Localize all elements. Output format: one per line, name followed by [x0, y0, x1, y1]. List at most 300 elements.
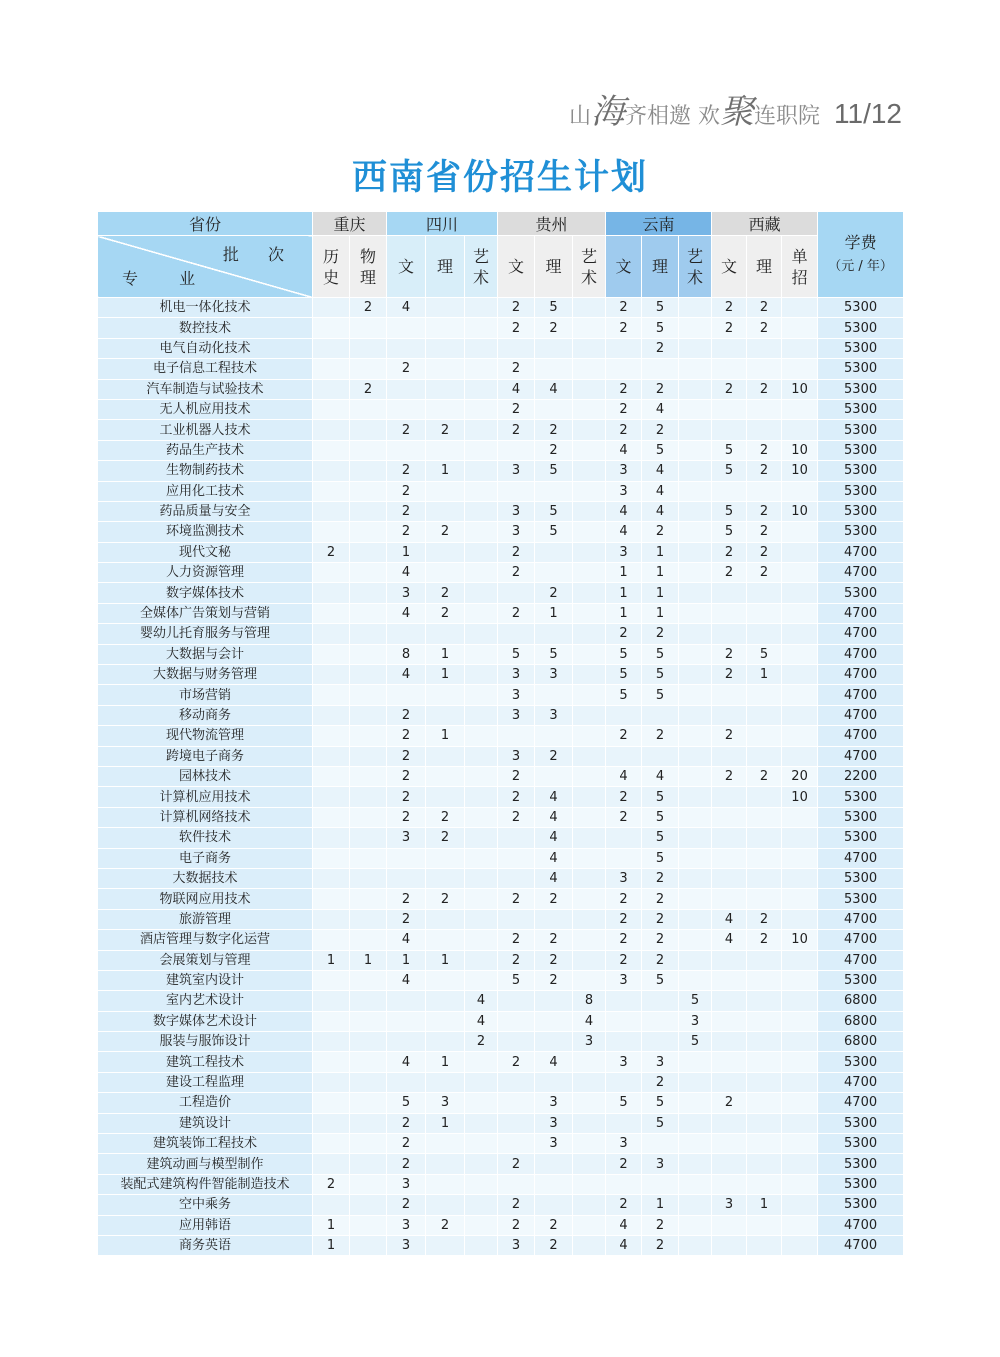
quota-cell: [679, 338, 712, 358]
tuition-fee: 4700: [818, 1093, 904, 1113]
major-name: 建筑室内设计: [98, 970, 313, 990]
quota-cell: 2: [498, 420, 535, 440]
quota-cell: [313, 848, 350, 868]
quota-cell: 2: [313, 1174, 350, 1194]
quota-cell: [747, 685, 782, 705]
quota-cell: 2: [535, 583, 573, 603]
tuition-fee: 5300: [818, 461, 904, 481]
quota-cell: [350, 1174, 387, 1194]
quota-cell: [679, 1113, 712, 1133]
subject-column-header: 文: [606, 236, 642, 298]
quota-cell: [350, 1113, 387, 1133]
quota-cell: [573, 1093, 606, 1113]
quota-cell: [465, 1052, 498, 1072]
quota-cell: 1: [747, 665, 782, 685]
quota-cell: 3: [606, 542, 642, 562]
quota-cell: 2: [642, 1072, 679, 1092]
quota-cell: [350, 359, 387, 379]
quota-cell: 1: [426, 1052, 465, 1072]
quota-cell: [573, 1235, 606, 1255]
quota-cell: [679, 705, 712, 725]
table-row: [98, 685, 904, 705]
major-name: 全媒体广告策划与营销: [98, 603, 313, 623]
quota-cell: [313, 1093, 350, 1113]
subject-column-header: 艺 术: [465, 236, 498, 298]
tuition-fee: 4700: [818, 644, 904, 664]
tuition-fee: 4700: [818, 1072, 904, 1092]
quota-cell: [712, 848, 747, 868]
quota-cell: 5: [498, 970, 535, 990]
quota-cell: [679, 399, 712, 419]
quota-cell: 2: [747, 930, 782, 950]
quota-cell: 2: [747, 379, 782, 399]
quota-cell: [642, 1134, 679, 1154]
quota-cell: [573, 766, 606, 786]
quota-cell: 2: [387, 726, 426, 746]
quota-cell: 2: [498, 1195, 535, 1215]
quota-cell: 3: [387, 583, 426, 603]
quota-cell: [573, 828, 606, 848]
quota-cell: [573, 746, 606, 766]
quota-cell: [679, 1215, 712, 1235]
quota-cell: [313, 807, 350, 827]
quota-cell: [782, 970, 818, 990]
table-row: [98, 787, 904, 807]
quota-cell: [498, 1072, 535, 1092]
quota-cell: [426, 440, 465, 460]
quota-cell: [782, 685, 818, 705]
quota-cell: [498, 868, 535, 888]
quota-cell: 4: [642, 766, 679, 786]
quota-cell: 1: [747, 1195, 782, 1215]
tuition-fee: 5300: [818, 1052, 904, 1072]
quota-cell: [535, 399, 573, 419]
quota-cell: 3: [387, 828, 426, 848]
quota-cell: 5: [642, 807, 679, 827]
quota-cell: [387, 868, 426, 888]
quota-cell: [465, 399, 498, 419]
quota-cell: 2: [535, 1235, 573, 1255]
quota-cell: [747, 1215, 782, 1235]
table-row: [98, 1032, 904, 1052]
major-name: 计算机应用技术: [98, 787, 313, 807]
quota-cell: [313, 379, 350, 399]
quota-cell: [350, 1154, 387, 1174]
quota-cell: 10: [782, 501, 818, 521]
quota-cell: [313, 787, 350, 807]
quota-cell: [747, 807, 782, 827]
quota-cell: [498, 624, 535, 644]
quota-cell: [747, 970, 782, 990]
quota-cell: [426, 399, 465, 419]
quota-cell: [465, 930, 498, 950]
quota-cell: [313, 909, 350, 929]
table-row: [98, 399, 904, 419]
quota-cell: [465, 359, 498, 379]
quota-cell: [313, 399, 350, 419]
quota-cell: [465, 1134, 498, 1154]
quota-cell: [313, 991, 350, 1011]
major-name: 大数据与财务管理: [98, 665, 313, 685]
quota-cell: [782, 746, 818, 766]
tuition-fee: 5300: [818, 828, 904, 848]
quota-cell: [313, 440, 350, 460]
quota-cell: [782, 705, 818, 725]
quota-cell: 1: [642, 1195, 679, 1215]
quota-cell: [712, 828, 747, 848]
quota-cell: [498, 1174, 535, 1194]
quota-cell: 4: [535, 379, 573, 399]
quota-cell: [573, 889, 606, 909]
quota-cell: 1: [642, 563, 679, 583]
quota-cell: [782, 1235, 818, 1255]
quota-cell: 1: [606, 603, 642, 623]
quota-cell: 5: [747, 644, 782, 664]
quota-cell: 2: [498, 930, 535, 950]
table-row: [98, 705, 904, 725]
quota-cell: [313, 1134, 350, 1154]
quota-cell: [465, 1195, 498, 1215]
quota-cell: [465, 1093, 498, 1113]
major-name: 数控技术: [98, 318, 313, 338]
quota-cell: [350, 1011, 387, 1031]
quota-cell: [350, 1215, 387, 1235]
quota-cell: 3: [606, 868, 642, 888]
tuition-fee: 5300: [818, 1134, 904, 1154]
quota-cell: [350, 1093, 387, 1113]
quota-cell: [313, 1195, 350, 1215]
quota-cell: [573, 726, 606, 746]
quota-cell: [465, 624, 498, 644]
quota-cell: [498, 1032, 535, 1052]
quota-cell: [465, 542, 498, 562]
quota-cell: 4: [535, 848, 573, 868]
major-name: 数字媒体艺术设计: [98, 1011, 313, 1031]
quota-cell: 2: [642, 624, 679, 644]
quota-cell: [465, 828, 498, 848]
quota-cell: [573, 1195, 606, 1215]
quota-cell: [573, 909, 606, 929]
quota-cell: [465, 461, 498, 481]
quota-cell: 5: [642, 1093, 679, 1113]
quota-cell: [782, 1032, 818, 1052]
quota-cell: [313, 726, 350, 746]
quota-cell: 4: [465, 1011, 498, 1031]
quota-cell: 2: [606, 624, 642, 644]
table-row: [98, 338, 904, 358]
major-name: 旅游管理: [98, 909, 313, 929]
quota-cell: [747, 583, 782, 603]
tuition-fee: 6800: [818, 1032, 904, 1052]
quota-cell: [465, 807, 498, 827]
major-name: 空中乘务: [98, 1195, 313, 1215]
quota-cell: 4: [573, 1011, 606, 1031]
quota-cell: [465, 685, 498, 705]
quota-cell: [535, 1195, 573, 1215]
quota-cell: [782, 1154, 818, 1174]
quota-cell: [535, 991, 573, 1011]
subject-column-header: 理: [535, 236, 573, 298]
quota-cell: [712, 420, 747, 440]
subject-column-header: 文: [498, 236, 535, 298]
quota-cell: [498, 1134, 535, 1154]
quota-cell: 2: [606, 909, 642, 929]
quota-cell: 2: [606, 379, 642, 399]
quota-cell: [465, 970, 498, 990]
quota-cell: [465, 481, 498, 501]
quota-cell: 3: [498, 685, 535, 705]
quota-cell: [782, 950, 818, 970]
quota-cell: 2: [387, 909, 426, 929]
quota-cell: [712, 624, 747, 644]
quota-cell: [535, 1032, 573, 1052]
quota-cell: [712, 338, 747, 358]
quota-cell: 5: [642, 318, 679, 338]
quota-cell: 1: [313, 1215, 350, 1235]
quota-cell: [573, 522, 606, 542]
quota-cell: [313, 583, 350, 603]
quota-cell: [313, 522, 350, 542]
quota-cell: [313, 298, 350, 318]
table-row: [98, 665, 904, 685]
quota-cell: [465, 338, 498, 358]
quota-cell: [465, 1113, 498, 1133]
quota-cell: [642, 705, 679, 725]
quota-cell: 2: [642, 726, 679, 746]
quota-cell: [782, 1113, 818, 1133]
quota-cell: 5: [679, 991, 712, 1011]
quota-cell: [679, 766, 712, 786]
major-name: 跨境电子商务: [98, 746, 313, 766]
page-title: 西南省份招生计划: [351, 157, 648, 198]
quota-cell: [782, 807, 818, 827]
quota-cell: [747, 481, 782, 501]
quota-cell: 2: [642, 379, 679, 399]
table-row: [98, 359, 904, 379]
major-name: 环境监测技术: [98, 522, 313, 542]
quota-cell: [679, 379, 712, 399]
quota-cell: 2: [747, 440, 782, 460]
quota-cell: 4: [387, 563, 426, 583]
quota-cell: [426, 1011, 465, 1031]
quota-cell: [387, 624, 426, 644]
quota-cell: [465, 787, 498, 807]
quota-cell: [535, 1011, 573, 1031]
tuition-fee: 4700: [818, 665, 904, 685]
quota-cell: [679, 563, 712, 583]
quota-cell: [712, 481, 747, 501]
quota-cell: [573, 420, 606, 440]
quota-cell: [606, 991, 642, 1011]
quota-cell: 4: [387, 298, 426, 318]
quota-cell: 1: [535, 603, 573, 623]
quota-cell: [465, 766, 498, 786]
quota-cell: [426, 1154, 465, 1174]
quota-cell: 2: [387, 766, 426, 786]
quota-cell: 10: [782, 379, 818, 399]
tuition-fee: 4700: [818, 848, 904, 868]
quota-cell: [350, 685, 387, 705]
quota-cell: [747, 338, 782, 358]
quota-cell: [465, 889, 498, 909]
quota-cell: 5: [642, 644, 679, 664]
major-name: 商务英语: [98, 1235, 313, 1255]
quota-cell: [573, 1072, 606, 1092]
major-name: 现代物流管理: [98, 726, 313, 746]
quota-cell: 3: [498, 501, 535, 521]
quota-cell: [313, 420, 350, 440]
quota-cell: [782, 318, 818, 338]
quota-cell: [426, 848, 465, 868]
quota-cell: 1: [642, 603, 679, 623]
quota-cell: 2: [426, 807, 465, 827]
quota-cell: 2: [387, 1154, 426, 1174]
quota-cell: 1: [642, 542, 679, 562]
quota-cell: [782, 1195, 818, 1215]
subject-column-header: 文: [712, 236, 747, 298]
table-row: [98, 481, 904, 501]
quota-cell: [712, 970, 747, 990]
quota-cell: [782, 359, 818, 379]
quota-cell: 4: [642, 461, 679, 481]
quota-cell: 2: [606, 318, 642, 338]
table-row: [98, 766, 904, 786]
quota-cell: [426, 501, 465, 521]
table-row: [98, 1093, 904, 1113]
quota-cell: 5: [535, 501, 573, 521]
table-row: [98, 522, 904, 542]
quota-cell: 3: [606, 1052, 642, 1072]
quota-cell: [679, 440, 712, 460]
quota-cell: [350, 726, 387, 746]
quota-cell: [642, 1032, 679, 1052]
quota-cell: [679, 1154, 712, 1174]
quota-cell: [606, 1032, 642, 1052]
quota-cell: 2: [642, 930, 679, 950]
quota-cell: [350, 461, 387, 481]
quota-cell: 2: [387, 461, 426, 481]
quota-cell: 2: [498, 1215, 535, 1235]
quota-cell: [465, 298, 498, 318]
quota-cell: 5: [712, 461, 747, 481]
quota-cell: [350, 909, 387, 929]
quota-cell: [387, 318, 426, 338]
tuition-fee: 4700: [818, 909, 904, 929]
quota-cell: [606, 1072, 642, 1092]
quota-cell: 2: [387, 522, 426, 542]
quota-cell: [350, 848, 387, 868]
quota-cell: [606, 848, 642, 868]
quota-cell: [679, 848, 712, 868]
quota-cell: [573, 624, 606, 644]
quota-cell: [535, 338, 573, 358]
tuition-fee: 5300: [818, 420, 904, 440]
quota-cell: 2: [606, 298, 642, 318]
quota-cell: 1: [387, 542, 426, 562]
quota-cell: [712, 685, 747, 705]
quota-cell: 2: [535, 420, 573, 440]
quota-cell: [387, 440, 426, 460]
quota-cell: 3: [498, 461, 535, 481]
quota-cell: [387, 379, 426, 399]
quota-cell: [465, 1235, 498, 1255]
quota-cell: 3: [535, 1093, 573, 1113]
quota-cell: [782, 481, 818, 501]
quota-cell: [679, 420, 712, 440]
quota-cell: 4: [387, 1052, 426, 1072]
quota-cell: [465, 603, 498, 623]
quota-cell: 4: [387, 603, 426, 623]
quota-cell: [498, 440, 535, 460]
quota-cell: [782, 991, 818, 1011]
quota-cell: [712, 807, 747, 827]
quota-cell: [573, 583, 606, 603]
quota-cell: [642, 1011, 679, 1031]
slogan-part-large: 聚: [719, 92, 754, 132]
quota-cell: [679, 318, 712, 338]
quota-cell: [782, 1052, 818, 1072]
quota-cell: 4: [535, 828, 573, 848]
quota-cell: 2: [387, 787, 426, 807]
quota-cell: [679, 1174, 712, 1194]
quota-cell: [313, 665, 350, 685]
quota-cell: [642, 1174, 679, 1194]
quota-cell: 2: [387, 705, 426, 725]
quota-cell: 2: [498, 603, 535, 623]
quota-cell: [573, 868, 606, 888]
quota-cell: 2: [712, 766, 747, 786]
tuition-fee: 4700: [818, 1235, 904, 1255]
quota-cell: 2: [642, 909, 679, 929]
quota-cell: [426, 1032, 465, 1052]
quota-cell: [747, 746, 782, 766]
quota-cell: 5: [535, 522, 573, 542]
tuition-fee: 5300: [818, 807, 904, 827]
table-row: [98, 970, 904, 990]
quota-cell: 2: [387, 889, 426, 909]
quota-cell: [498, 848, 535, 868]
quota-cell: [747, 991, 782, 1011]
quota-cell: 5: [642, 1113, 679, 1133]
quota-cell: 2: [712, 379, 747, 399]
quota-cell: 5: [642, 298, 679, 318]
quota-cell: 2: [350, 298, 387, 318]
quota-cell: 2: [642, 522, 679, 542]
quota-cell: [679, 970, 712, 990]
quota-cell: [712, 1113, 747, 1133]
quota-cell: [747, 399, 782, 419]
quota-cell: [498, 1011, 535, 1031]
quota-cell: [747, 1174, 782, 1194]
quota-cell: 2: [535, 950, 573, 970]
major-name: 会展策划与管理: [98, 950, 313, 970]
quota-cell: [350, 420, 387, 440]
quota-cell: 2: [642, 338, 679, 358]
quota-cell: [747, 1134, 782, 1154]
table-row: [98, 868, 904, 888]
table-row: [98, 807, 904, 827]
quota-cell: 2: [387, 1113, 426, 1133]
quota-cell: [350, 665, 387, 685]
major-name: 计算机网络技术: [98, 807, 313, 827]
tuition-fee: 5300: [818, 318, 904, 338]
quota-cell: 3: [679, 1011, 712, 1031]
quota-cell: 1: [387, 950, 426, 970]
quota-cell: 2: [535, 440, 573, 460]
quota-cell: [712, 603, 747, 623]
quota-cell: 5: [642, 665, 679, 685]
tuition-fee: 6800: [818, 1011, 904, 1031]
